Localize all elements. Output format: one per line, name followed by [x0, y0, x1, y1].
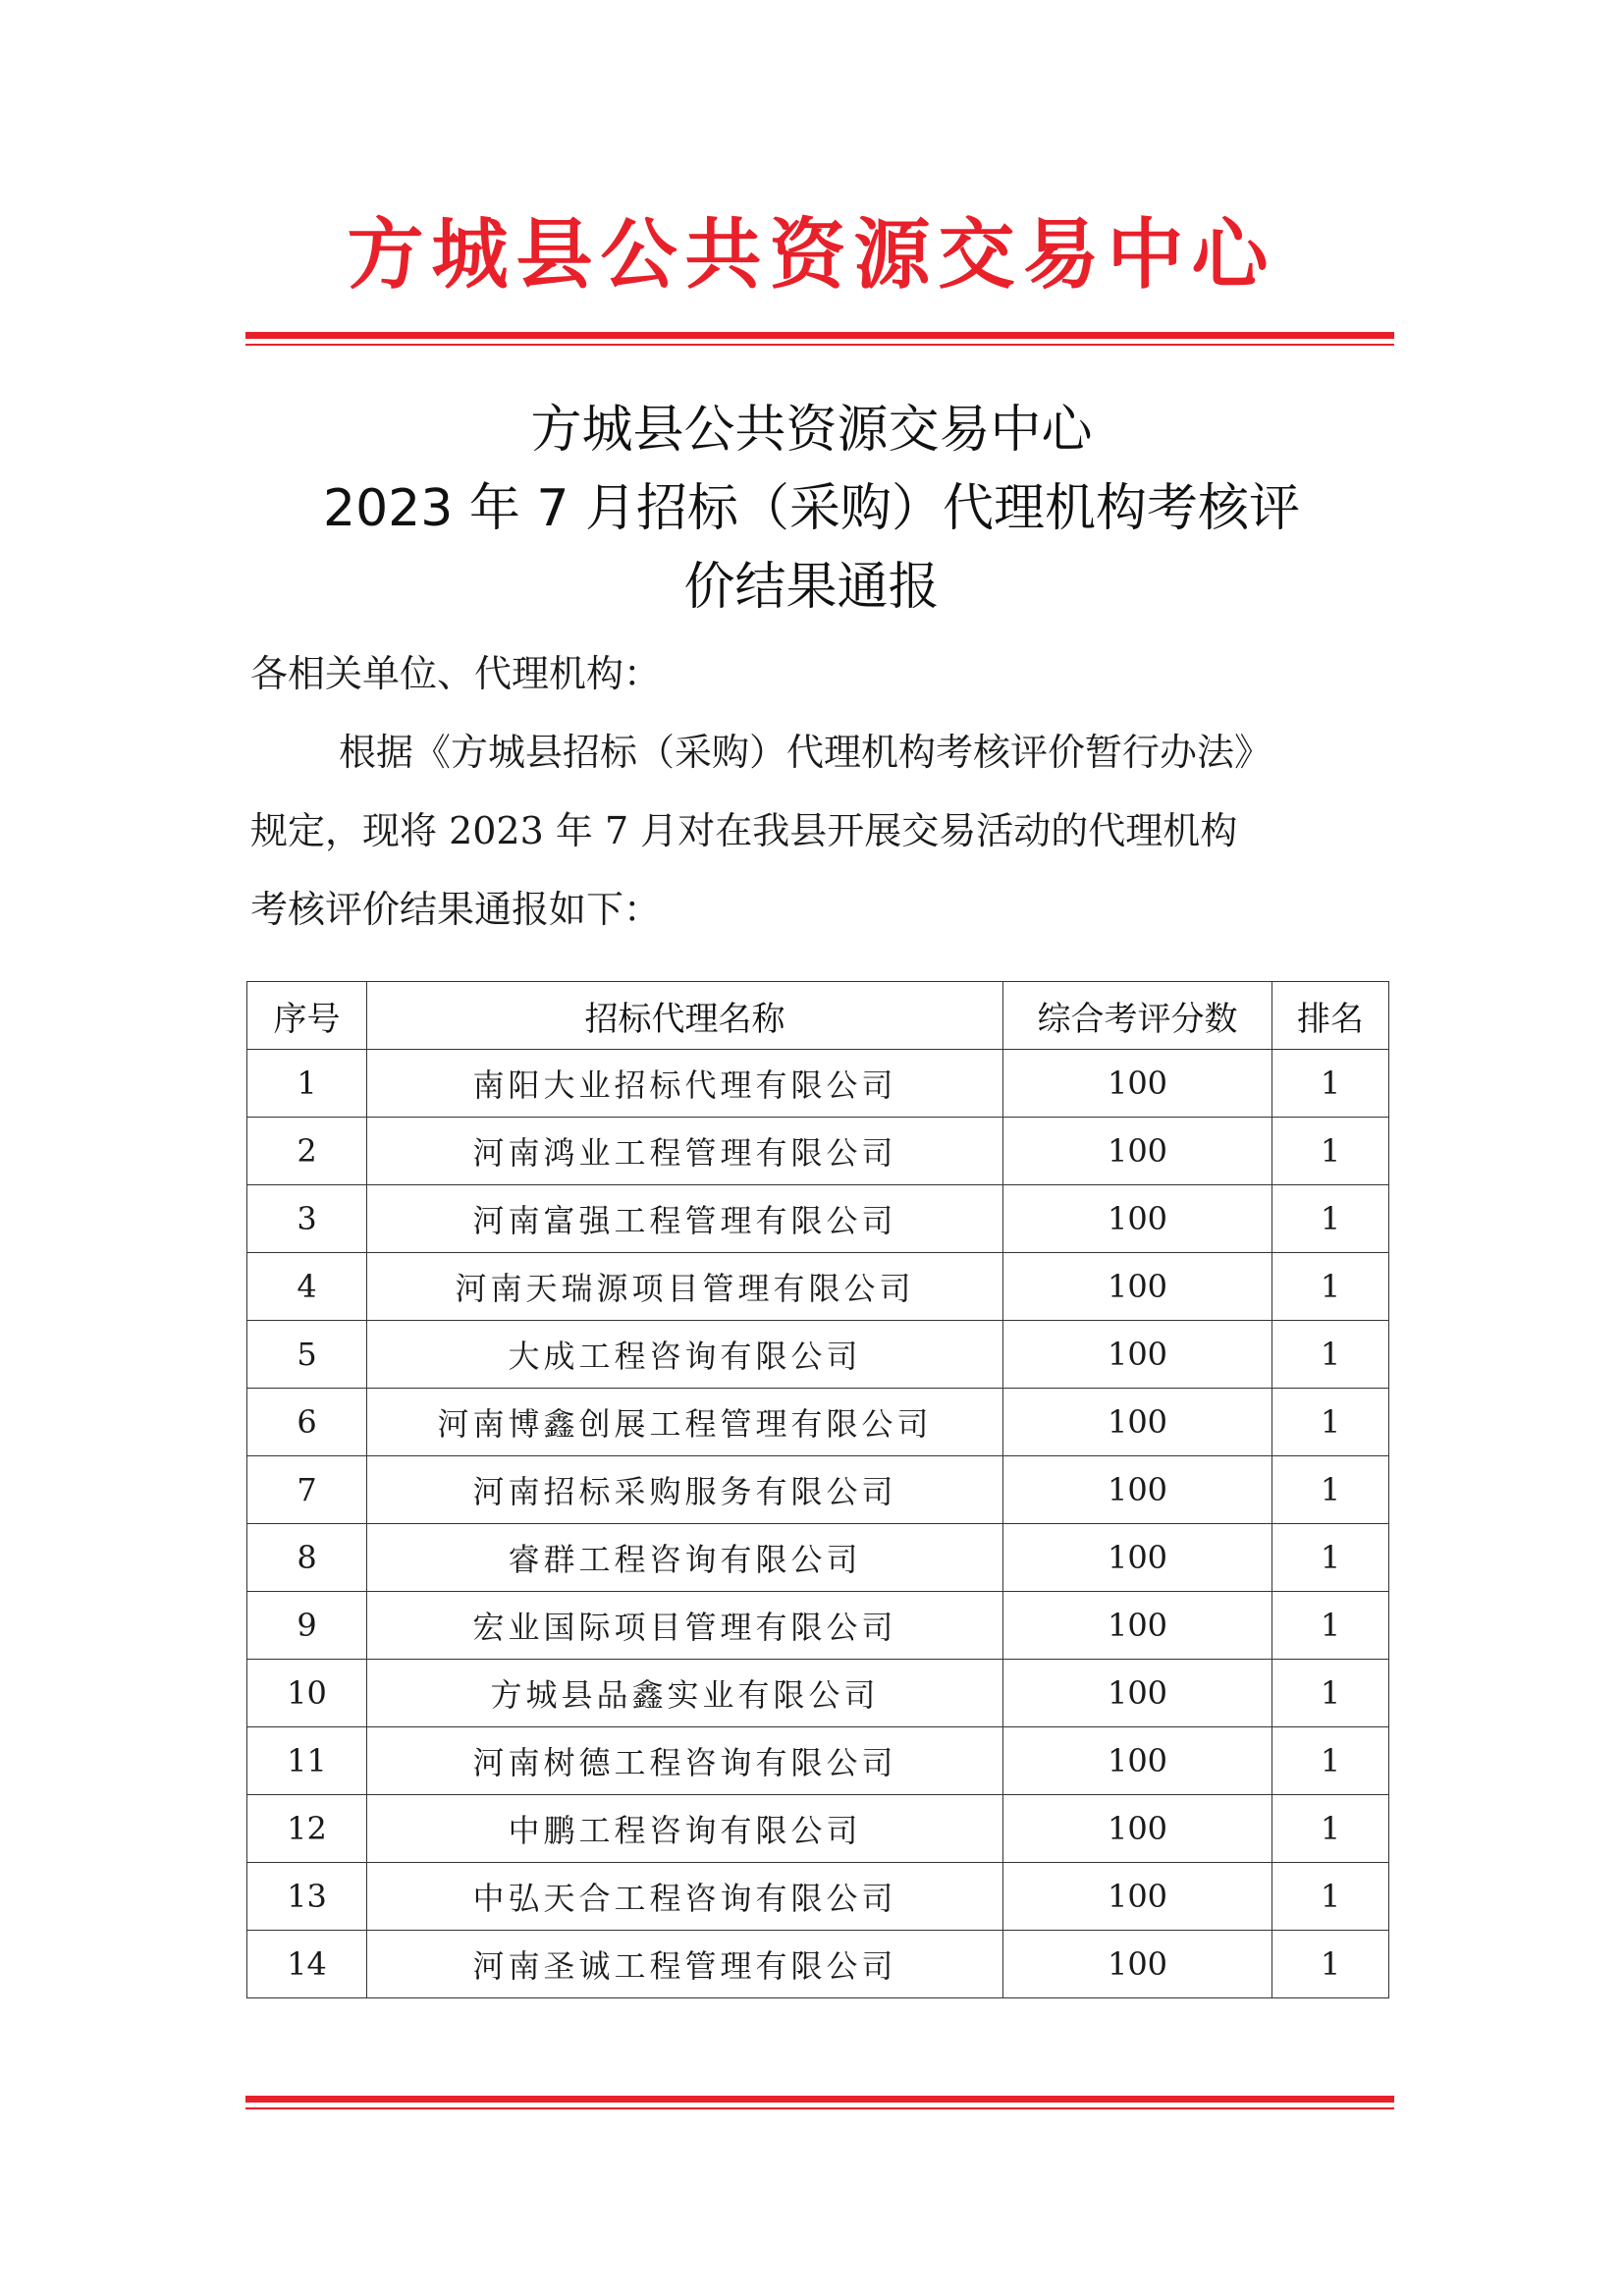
row-rank-cell: 1	[1272, 1118, 1389, 1185]
header-index: 序号	[247, 982, 367, 1050]
row-index-cell: 8	[247, 1524, 367, 1592]
row-score-cell: 100	[1003, 1185, 1272, 1253]
paragraph-line-3: 考核评价结果通报如下：	[250, 888, 662, 931]
row-agency-name-cell: 河南招标采购服务有限公司	[367, 1456, 1003, 1524]
row-agency-name-cell: 方城县品鑫实业有限公司	[367, 1660, 1003, 1727]
table-header-row	[247, 982, 1389, 1050]
row-score-cell: 100	[1003, 1727, 1272, 1795]
row-agency-name-cell: 南阳大业招标代理有限公司	[367, 1050, 1003, 1118]
row-index-cell: 14	[247, 1931, 367, 1998]
table-row	[247, 1795, 1389, 1863]
paragraph-line-2: 规定，现将 2023 年 7 月对在我县开展交易活动的代理机构	[250, 809, 1238, 852]
table-row	[247, 1389, 1389, 1456]
table-row	[247, 1118, 1389, 1185]
row-agency-name-cell: 大成工程咨询有限公司	[367, 1321, 1003, 1389]
header-score: 综合考评分数	[1003, 982, 1272, 1050]
row-rank-cell: 1	[1272, 1253, 1389, 1321]
masthead-title: 方城县公共资源交易中心	[347, 211, 1276, 300]
row-index-cell: 10	[247, 1660, 367, 1727]
row-score-cell: 100	[1003, 1321, 1272, 1389]
row-score-cell: 100	[1003, 1795, 1272, 1863]
row-score-cell: 100	[1003, 1456, 1272, 1524]
row-agency-name-cell: 中鹏工程咨询有限公司	[367, 1795, 1003, 1863]
row-score-cell: 100	[1003, 1863, 1272, 1931]
table-body	[247, 1050, 1389, 1998]
row-score-cell: 100	[1003, 1931, 1272, 1998]
row-agency-name-cell: 河南树德工程咨询有限公司	[367, 1727, 1003, 1795]
row-index-cell: 4	[247, 1253, 367, 1321]
row-index-cell: 6	[247, 1389, 367, 1456]
row-rank-cell: 1	[1272, 1389, 1389, 1456]
row-score-cell: 100	[1003, 1050, 1272, 1118]
row-rank-cell: 1	[1272, 1660, 1389, 1727]
row-index-cell: 9	[247, 1592, 367, 1660]
table-row	[247, 1253, 1389, 1321]
row-score-cell: 100	[1003, 1118, 1272, 1185]
results-table	[246, 981, 1389, 1998]
row-score-cell: 100	[1003, 1389, 1272, 1456]
row-score-cell: 100	[1003, 1592, 1272, 1660]
table-row	[247, 1321, 1389, 1389]
row-rank-cell: 1	[1272, 1321, 1389, 1389]
header-rule-thin	[245, 344, 1394, 346]
row-rank-cell: 1	[1272, 1050, 1389, 1118]
row-index-cell: 13	[247, 1863, 367, 1931]
row-score-cell: 100	[1003, 1660, 1272, 1727]
row-index-cell: 7	[247, 1456, 367, 1524]
table-row	[247, 1185, 1389, 1253]
row-agency-name-cell: 河南鸿业工程管理有限公司	[367, 1118, 1003, 1185]
header-rule-thick	[245, 332, 1394, 339]
row-agency-name-cell: 河南博鑫创展工程管理有限公司	[367, 1389, 1003, 1456]
table-row	[247, 1456, 1389, 1524]
row-score-cell: 100	[1003, 1253, 1272, 1321]
row-rank-cell: 1	[1272, 1592, 1389, 1660]
table-row	[247, 1660, 1389, 1727]
table-row	[247, 1524, 1389, 1592]
row-rank-cell: 1	[1272, 1524, 1389, 1592]
footer-rule-thick	[245, 2096, 1394, 2103]
notice-title-line-3: 价结果通报	[683, 558, 940, 617]
row-agency-name-cell: 河南天瑞源项目管理有限公司	[367, 1253, 1003, 1321]
row-index-cell: 2	[247, 1118, 367, 1185]
table-row	[247, 1727, 1389, 1795]
table-row	[247, 1050, 1389, 1118]
header-rank: 排名	[1272, 982, 1389, 1050]
row-index-cell: 1	[247, 1050, 367, 1118]
notice-title-line-2: 2023 年 7 月招标（采购）代理机构考核评	[322, 479, 1300, 538]
row-agency-name-cell: 河南圣诚工程管理有限公司	[367, 1931, 1003, 1998]
table-row	[247, 1863, 1389, 1931]
row-rank-cell: 1	[1272, 1863, 1389, 1931]
row-agency-name-cell: 河南富强工程管理有限公司	[367, 1185, 1003, 1253]
paragraph-line-1: 根据《方城县招标（采购）代理机构考核评价暂行办法》	[339, 731, 1272, 774]
notice-title-line-1: 方城县公共资源交易中心	[530, 401, 1093, 460]
row-index-cell: 3	[247, 1185, 367, 1253]
row-rank-cell: 1	[1272, 1185, 1389, 1253]
header-agency-name: 招标代理名称	[367, 982, 1003, 1050]
table-row	[247, 1931, 1389, 1998]
row-rank-cell: 1	[1272, 1931, 1389, 1998]
row-rank-cell: 1	[1272, 1456, 1389, 1524]
row-rank-cell: 1	[1272, 1727, 1389, 1795]
footer-rule-thin	[245, 2107, 1394, 2109]
row-index-cell: 11	[247, 1727, 367, 1795]
row-index-cell: 5	[247, 1321, 367, 1389]
row-agency-name-cell: 宏业国际项目管理有限公司	[367, 1592, 1003, 1660]
table-row	[247, 1592, 1389, 1660]
row-rank-cell: 1	[1272, 1795, 1389, 1863]
row-agency-name-cell: 中弘天合工程咨询有限公司	[367, 1863, 1003, 1931]
salutation: 各相关单位、代理机构：	[250, 652, 662, 695]
row-agency-name-cell: 睿群工程咨询有限公司	[367, 1524, 1003, 1592]
row-index-cell: 12	[247, 1795, 367, 1863]
row-score-cell: 100	[1003, 1524, 1272, 1592]
